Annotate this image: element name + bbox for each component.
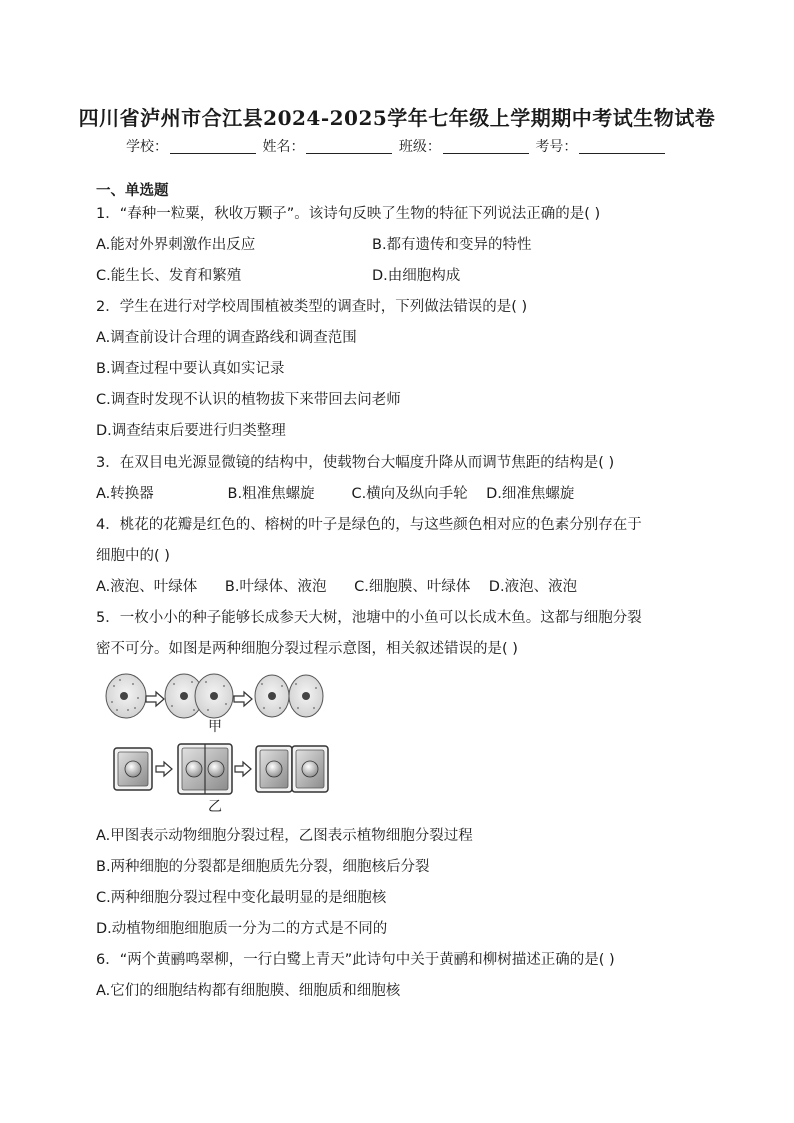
figure-label-jia: 甲 bbox=[208, 719, 222, 735]
q1-option-b: B.都有遗传和变异的特性 bbox=[372, 237, 532, 253]
exam-title: 四川省泸州市合江县2024-2025学年七年级上学期期中考试生物试卷 bbox=[78, 106, 716, 130]
school-blank[interactable] bbox=[170, 139, 256, 154]
q4-stem-line1: 4．桃花的花瓣是红色的、榕树的叶子是绿色的，与这些颜色相对应的色素分别存在于 bbox=[96, 517, 642, 533]
arrow-icon bbox=[146, 692, 164, 706]
class-blank[interactable] bbox=[443, 139, 529, 154]
q3-stem: 3．在双目电光源显微镜的结构中，使载物台大幅度升降从而调节焦距的结构是( ) bbox=[96, 455, 615, 471]
name-label: 姓名： bbox=[262, 139, 305, 155]
q4-stem-line2: 细胞中的( ) bbox=[96, 548, 170, 564]
q5-stem-line2: 密不可分。如图是两种细胞分裂过程示意图，相关叙述错误的是( ) bbox=[96, 641, 518, 657]
arrow-icon bbox=[235, 762, 251, 776]
plant-cell-row bbox=[114, 744, 328, 794]
q5-option-d: D.动植物细胞细胞质一分为二的方式是不同的 bbox=[96, 921, 388, 937]
q1-option-a: A.能对外界刺激作出反应 bbox=[96, 237, 256, 253]
q6-stem: 6．“两个黄鹂鸣翠柳，一行白鹭上青天”此诗句中关于黄鹂和柳树描述正确的是( ) bbox=[96, 952, 615, 968]
q2-option-c: C.调查时发现不认识的植物拔下来带回去问老师 bbox=[96, 392, 401, 408]
number-label: 考号： bbox=[535, 139, 578, 155]
section-heading: 一、单选题 bbox=[96, 183, 169, 199]
q1-stem: 1．“春种一粒粟，秋收万颗子”。该诗句反映了生物的特征下列说法正确的是( ) bbox=[96, 206, 601, 222]
q5-option-b: B.两种细胞的分裂都是细胞质先分裂，细胞核后分裂 bbox=[96, 859, 430, 875]
school-label: 学校： bbox=[126, 139, 168, 155]
nucleus bbox=[120, 692, 128, 700]
animal-cell-row bbox=[106, 674, 323, 718]
q5-option-c: C.两种细胞分裂过程中变化最明显的是细胞核 bbox=[96, 890, 387, 906]
student-info-row bbox=[126, 136, 667, 156]
q3-options: A.转换器 B.粗准焦螺旋 C.横向及纵向手轮 D.细准焦螺旋 bbox=[96, 486, 575, 502]
q6-option-a: A.它们的细胞结构都有细胞膜、细胞质和细胞核 bbox=[96, 983, 401, 999]
q1-option-c: C.能生长、发育和繁殖 bbox=[96, 268, 242, 284]
q2-option-a: A.调查前设计合理的调查路线和调查范围 bbox=[96, 330, 357, 346]
q2-stem: 2．学生在进行对学校周围植被类型的调查时，下列做法错误的是( ) bbox=[96, 299, 528, 315]
q5-option-a: A.甲图表示动物细胞分裂过程，乙图表示植物细胞分裂过程 bbox=[96, 828, 473, 844]
q2-option-b: B.调查过程中要认真如实记录 bbox=[96, 361, 285, 377]
nucleus bbox=[125, 761, 141, 777]
number-blank[interactable] bbox=[579, 139, 665, 154]
q4-options: A.液泡、叶绿体 B.叶绿体、液泡 C.细胞膜、叶绿体 D.液泡、液泡 bbox=[96, 579, 578, 595]
name-blank[interactable] bbox=[306, 139, 392, 154]
class-label: 班级： bbox=[398, 139, 441, 155]
q1-option-d: D.由细胞构成 bbox=[372, 268, 461, 284]
figure-label-yi: 乙 bbox=[208, 799, 222, 815]
q2-option-d: D.调查结束后要进行归类整理 bbox=[96, 423, 286, 439]
arrow-icon bbox=[234, 692, 252, 706]
q5-stem-line1: 5．一枚小小的种子能够长成参天大树，池塘中的小鱼可以长成木鱼。这都与细胞分裂 bbox=[96, 610, 642, 626]
arrow-icon bbox=[156, 762, 172, 776]
